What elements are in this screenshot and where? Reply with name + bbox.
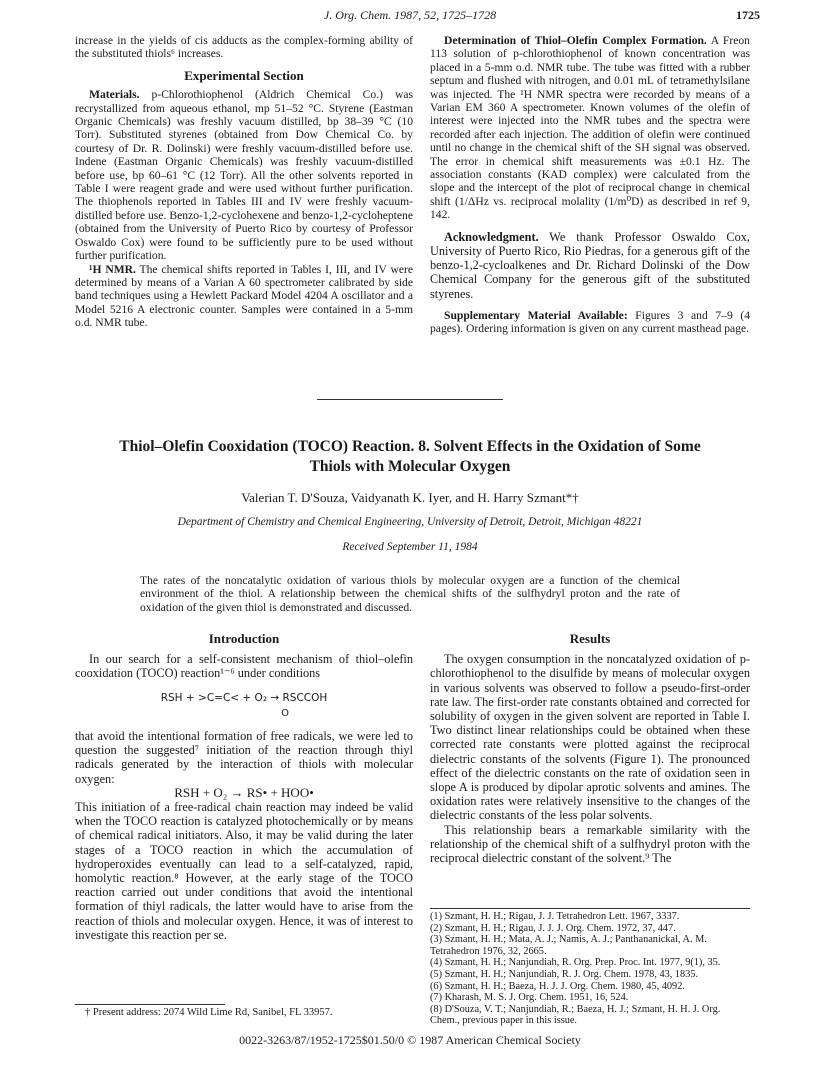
materials-label: Materials.: [89, 88, 140, 102]
reference-6: (6) Szmant, H. H.; Baeza, H. J. J. Org. Chem. 1980, 45, 4092.: [430, 980, 685, 992]
reaction-equation-2: RSH + O₂ → RS• + HOO•: [174, 784, 314, 800]
prev-article-right-column: [430, 34, 750, 336]
results-paragraph-2: This relationship bears a remarkable similarity with the relationship of the chemical shift of a sulfhydryl proton with the reciprocal dielectric constant of the solvent.⁹ The: [430, 822, 750, 866]
reference-5: (5) Szmant, H. H.; Nanjundiah, R. J. Org. Chem. 1978, 43, 1835.: [430, 968, 699, 980]
intro-paragraph-1: In our search for a self-consistent mechanism of thiol–olefin cooxidation (TOCO) reaction¹⁻⁶ under conditions: [75, 652, 413, 681]
reference-7: (7) Kharash, M. S. J. Org. Chem. 1951, 16, 524.: [430, 992, 629, 1004]
intro-paragraph-3: This initiation of a free-radical chain reaction may indeed be valid when the TOCO reaction is catalyzed photochemically or by means of chemical radical initiators. Also, it may be valid during the later stages of a TOCO reaction in which the accumulation of hydroperoxides eventually can lead to a self-catalyzed, rapid, homolytic reaction.⁸ However, at the early stage of the TOCO reaction carried out under conditions that avoid the intentional formation of thiyl radicals, the latter would have to arise from the reaction of thiols and molecular oxygen. Hence, it was of interest to investigate this reaction per se.: [75, 800, 413, 942]
determination-label: Determination of Thiol–Olefin Complex Formation.: [444, 34, 707, 47]
results-column: [430, 632, 750, 865]
reaction-equation-1: [75, 691, 413, 721]
supplementary-text: Figures 3 and 7–9 (4 pages). Ordering information is given on any current masthead page.: [430, 308, 750, 336]
materials-text: p-Chlorothiophenol (Aldrich Chemical Co.) was recrystallized from aqueous ethanol, mp 51–52 °C. Styrene (Eastman Organic Chemicals) was freshly vacuum distilled, bp 38–39 °C (10 Torr). Substituted styrenes (obtained from Dow Chemical Co. by courtesy of Dr. R. Dolinski) were freshly vacuum-distilled before use. Indene (Eastman Organic Chemicals) was freshly vacuum-distilled before use, bp 60–61 °C (12 Torr). All the other solvents reported in Table I were reagent grade and were used without further purification. The thiophenols reported in Tables III and IV were freshly vacuum-distilled before use. Benzo-1,2-cyclohexene and benzo-1,2-cycloheptene (obtained from the University of Puerto Rico by courtesy of Professor Oswaldo Cox) were found to be sufficiently pure to be used without further purification.: [75, 88, 413, 263]
supplementary-paragraph: [430, 309, 750, 336]
determination-text: A Freon 113 solution of p-chlorothiophenol of known concentration was placed in a 5-mm o.d. NMR tube. The tube was fitted with a rubber septum and flushed with nitrogen, and 0.01 mL of tetramethylsilane was injected. The ¹H NMR spectra were recorded by means of a Varian EM 360 A spectrometer. Known volumes of the olefin of interest were injected into the NMR tubes and the spectra were recorded after each injection. The addition of olefin were continued until no change in the chemical shift of the SH signal was observed. The error in chemical shift measurements was ±0.1 Hz. The association constants (KAD complex) were calculated from the slope and the intercept of the plot of reciprocal change in chemical shift (1/ΔHz vs. reciprocal molality (1/m⁰D) as described in ref 9, 142.: [430, 34, 750, 222]
prev-article-left-column: [75, 34, 413, 330]
reference-4: (4) Szmant, H. H.; Nanjundiah, R. Org. Prep. Proc. Int. 1977, 9(1), 35.: [430, 957, 721, 969]
article-title: Thiol–Olefin Cooxidation (TOCO) Reaction. 8. Solvent Effects in the Oxidation of Some Thiols with Molecular Oxygen: [119, 438, 701, 475]
equation-1-oxygen: O: [281, 707, 289, 719]
footnote-rule: [75, 1004, 225, 1005]
prev-intro-text: increase in the yields of cis adducts as the complex-forming ability of the substituted thiols⁶ increases.: [75, 34, 413, 61]
reference-8: (8) D'Souza, V. T.; Nanjundiah, R.; Baeza, H. J.; Szmant, H. H. J. Org. Chem., previous paper in this issue.: [430, 1003, 721, 1027]
materials-paragraph: [75, 88, 413, 262]
article-affiliation: Department of Chemistry and Chemical Engineering, University of Detroit, Detroit, Michigan 48221: [177, 516, 643, 528]
acknowledgment-text: We thank Professor Oswaldo Cox, University of Puerto Rico, Rio Piedras, for a generous gift of the benzo-1,2-cycloalkenes and Dr. Richard Dolinski of the Dow Chemical Company for the generous gift of the substituted styrenes.: [430, 229, 750, 301]
reference-1: (1) Szmant, H. H.; Rigau, J. J. Tetrahedron Lett. 1967, 3337.: [430, 911, 680, 922]
nmr-label: ¹H NMR.: [89, 262, 136, 276]
intro-paragraph-2: that avoid the intentional formation of free radicals, we were led to question the suggested⁷ initiation of the reaction through thiyl radicals generated by the interaction of thiols with molecular oxygen:: [75, 729, 413, 786]
copyright-footer: 0022-3263/87/1952-1725$01.50/0 © 1987 American Chemical Society: [239, 1033, 581, 1047]
introduction-column: [75, 632, 413, 942]
results-heading: Results: [569, 631, 611, 646]
determination-paragraph: [430, 34, 750, 222]
results-paragraph-1: The oxygen consumption in the noncatalyzed oxidation of p-chlorothiophenol to the disulfide by means of molecular oxygen in various solvents was observed to follow a pseudo-first-order rate law. The first-order rate constants obtained and corrected for solubility of oxygen in the given solvent are reported in Table I. Two distinct linear relationships could be obtained when these corrected rate constants were plotted against the reciprocal dielectric constants of the solvents (Figure 1). The pronounced effect of the dielectric constants on the rate of oxidation seen in slope A is produced by dipolar aprotic solvents and amines. The oxidation rates were relatively insensitive to the changes of the dielectric constants of the less polar solvents.: [430, 652, 750, 823]
equation-1-text: RSH + >C=C< + O₂ → RSCCOH: [160, 691, 328, 704]
references-list: [430, 911, 750, 1027]
footnote: † Present address: 2074 Wild Lime Rd, Sanibel, FL 33957.: [85, 1007, 333, 1018]
reference-3: (3) Szmant, H. H.; Mata, A. J.; Namis, A. J.; Panthananickal, A. M. Tetrahedron 1976, 32, 2665.: [430, 934, 707, 957]
supplementary-label: Supplementary Material Available:: [444, 308, 628, 322]
references-rule: [430, 908, 750, 909]
received-date: Received September 11, 1984: [342, 541, 478, 553]
article-separator: [317, 399, 503, 400]
article-authors: Valerian T. D'Souza, Vaidyanath K. Iyer, and H. Harry Szmant*†: [241, 490, 579, 505]
experimental-heading: Experimental Section: [184, 67, 304, 83]
nmr-text: The chemical shifts reported in Tables I, III, and IV were determined by means of a Varian A 60 spectrometer calibrated by side band techniques using a Hewlett Packard Model 4204 A oscillator and a Model 5216 A electronic counter. Samples were contained in a 5-mm o.d. NMR tube.: [75, 262, 413, 330]
running-head: J. Org. Chem. 1987, 52, 1725–1728: [323, 8, 497, 22]
nmr-paragraph: [75, 263, 413, 330]
reference-2: (2) Szmant, H. H.; Rigau, J. J. J. Org. Chem. 1972, 37, 447.: [430, 922, 676, 934]
acknowledgment-paragraph: [430, 230, 750, 301]
acknowledgment-label: Acknowledgment.: [444, 229, 539, 244]
abstract: The rates of the noncatalytic oxidation of various thiols by molecular oxygen are a function of the chemical environment of the thiol. A relationship between the chemical shifts of the sulfhydryl proton and the rate of oxidation of the given thiol is demonstrated and discussed.: [140, 574, 680, 614]
page-number: 1725: [736, 8, 760, 22]
introduction-heading: Introduction: [208, 631, 280, 646]
